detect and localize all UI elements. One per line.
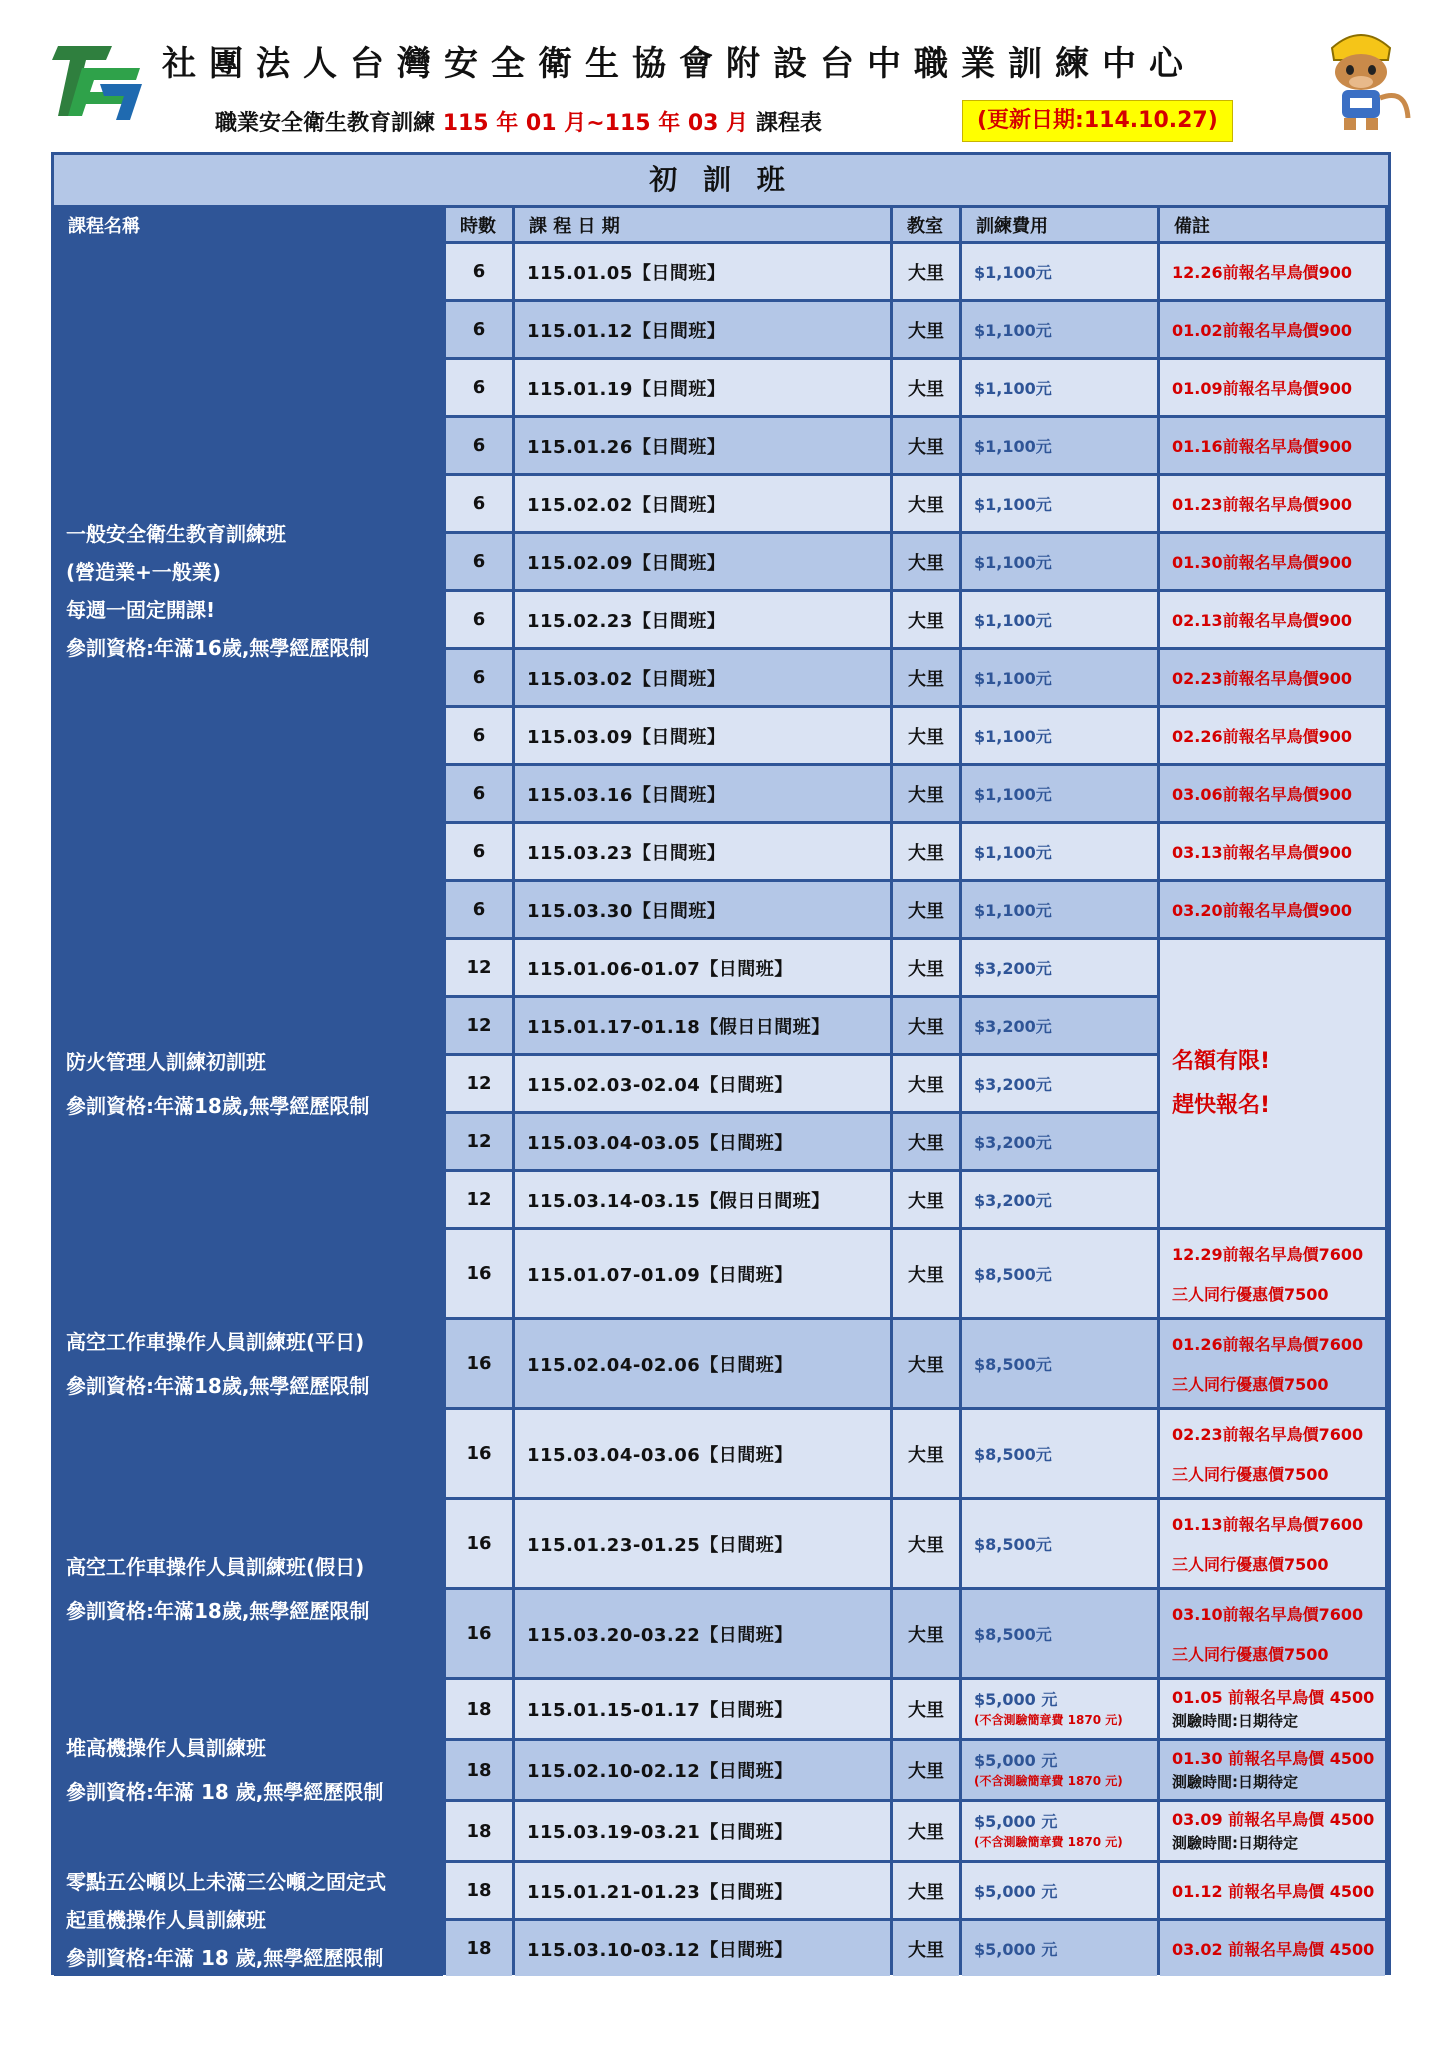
- course-name: [54, 1500, 443, 1677]
- session-room: 大里: [893, 940, 959, 995]
- session-note: 03.20前報名早鳥價900: [1160, 882, 1385, 937]
- course-name: [54, 1863, 443, 1976]
- course-name-line: 高空工作車操作人員訓練班(假日): [66, 1554, 365, 1579]
- session-note-exam-time: 測驗時間:日期待定: [1172, 1773, 1298, 1791]
- session-fee: $1,100元: [962, 650, 1157, 705]
- session-dates: 115.01.26【日間班】: [515, 418, 890, 473]
- session-hours: 18: [446, 1802, 512, 1860]
- session-dates: 115.03.04-03.05【日間班】: [515, 1114, 890, 1169]
- session-room: 大里: [893, 1114, 959, 1169]
- session-note: [1160, 1802, 1385, 1860]
- session-hours: 6: [446, 244, 512, 299]
- session-note: 02.23前報名早鳥價900: [1160, 650, 1385, 705]
- session-room: 大里: [893, 650, 959, 705]
- session-fee: $1,100元: [962, 360, 1157, 415]
- course-name-line: 參訓資格:年滿 18 歲,無學經歷限制: [66, 1780, 384, 1804]
- session-fee: $3,200元: [962, 998, 1157, 1053]
- session-note: [1160, 1500, 1385, 1587]
- session-hours: 6: [446, 534, 512, 589]
- session-note: 02.26前報名早鳥價900: [1160, 708, 1385, 763]
- page-header: [0, 0, 1441, 150]
- session-room: 大里: [893, 1172, 959, 1227]
- session-note: [1160, 1320, 1385, 1407]
- session-hours: 16: [446, 1500, 512, 1587]
- session-note-exam-time: 測驗時間:日期待定: [1172, 1834, 1298, 1852]
- col-dates-header: 課 程 日 期: [515, 208, 890, 241]
- session-hours: 18: [446, 1680, 512, 1738]
- session-fee: $1,100元: [962, 824, 1157, 879]
- session-fee: $5,000 元: [962, 1921, 1157, 1976]
- session-dates: 115.03.20-03.22【日間班】: [515, 1590, 890, 1677]
- col-course-name-header: 課程名稱: [54, 208, 443, 241]
- session-room: 大里: [893, 1802, 959, 1860]
- session-room: 大里: [893, 1921, 959, 1976]
- session-hours: 16: [446, 1410, 512, 1497]
- session-fee-amount: $5,000 元: [974, 1751, 1058, 1770]
- center-logo-icon: [52, 40, 144, 122]
- session-note-merged: [1160, 940, 1385, 1227]
- session-hours: 6: [446, 360, 512, 415]
- session-dates: 115.03.23【日間班】: [515, 824, 890, 879]
- section-title: 初 訓 班: [54, 155, 1388, 205]
- session-dates: 115.03.10-03.12【日間班】: [515, 1921, 890, 1976]
- session-note-early-bird: 01.05 前報名早鳥價 4500: [1172, 1688, 1375, 1707]
- session-dates: 115.01.06-01.07【日間班】: [515, 940, 890, 995]
- session-fee: $3,200元: [962, 1114, 1157, 1169]
- subtitle-program: 職業安全衛生教育訓練: [215, 111, 436, 136]
- session-hours: 6: [446, 302, 512, 357]
- session-room: 大里: [893, 302, 959, 357]
- session-dates: 115.03.14-03.15【假日日間班】: [515, 1172, 890, 1227]
- session-fee: $8,500元: [962, 1230, 1157, 1317]
- session-room: 大里: [893, 1741, 959, 1799]
- session-room: 大里: [893, 1863, 959, 1918]
- session-fee: $3,200元: [962, 940, 1157, 995]
- session-dates: 115.02.04-02.06【日間班】: [515, 1320, 890, 1407]
- session-room: 大里: [893, 418, 959, 473]
- session-dates: 115.01.05【日間班】: [515, 244, 890, 299]
- session-note: [1160, 1590, 1385, 1677]
- session-note: [1160, 1741, 1385, 1799]
- session-room: 大里: [893, 1056, 959, 1111]
- session-fee: $1,100元: [962, 766, 1157, 821]
- session-room: 大里: [893, 1590, 959, 1677]
- course-name-line: 堆高機操作人員訓練班: [66, 1736, 266, 1760]
- session-hours: 12: [446, 1056, 512, 1111]
- session-fee-amount: $5,000 元: [974, 1812, 1058, 1831]
- session-room: 大里: [893, 824, 959, 879]
- course-name-line: 零點五公噸以上未滿三公噸之固定式: [66, 1869, 386, 1894]
- session-hours: 12: [446, 1172, 512, 1227]
- session-fee-amount: $5,000 元: [974, 1690, 1058, 1709]
- session-note-early-bird: 01.30 前報名早鳥價 4500: [1172, 1749, 1375, 1768]
- session-note-line: 02.23前報名早鳥價7600: [1172, 1425, 1364, 1445]
- session-note: 03.06前報名早鳥價900: [1160, 766, 1385, 821]
- session-hours: 6: [446, 824, 512, 879]
- session-fee: [962, 1680, 1157, 1738]
- session-fee-exclusion: (不含測驗簡章費 1870 元): [974, 1713, 1123, 1727]
- session-fee: $1,100元: [962, 302, 1157, 357]
- session-hours: 6: [446, 476, 512, 531]
- session-fee: $8,500元: [962, 1500, 1157, 1587]
- merged-note-line: 趕快報名!: [1172, 1092, 1271, 1118]
- session-dates: 115.02.03-02.04【日間班】: [515, 1056, 890, 1111]
- session-note-line: 01.26前報名早鳥價7600: [1172, 1335, 1364, 1355]
- course-name-line: 參訓資格:年滿18歲,無學經歷限制: [66, 1598, 370, 1623]
- session-fee: $1,100元: [962, 244, 1157, 299]
- session-note: 03.13前報名早鳥價900: [1160, 824, 1385, 879]
- session-dates: 115.03.04-03.06【日間班】: [515, 1410, 890, 1497]
- session-hours: 12: [446, 1114, 512, 1169]
- session-note-line: 12.29前報名早鳥價7600: [1172, 1245, 1364, 1265]
- session-note-line: 01.13前報名早鳥價7600: [1172, 1515, 1364, 1535]
- session-dates: 115.01.23-01.25【日間班】: [515, 1500, 890, 1587]
- session-fee: [962, 1802, 1157, 1860]
- session-hours: 6: [446, 418, 512, 473]
- session-room: 大里: [893, 244, 959, 299]
- course-name: [54, 1680, 443, 1860]
- course-name: [54, 244, 443, 937]
- col-room-header: 教室: [893, 208, 959, 241]
- course-name-line: 防火管理人訓練初訓班: [66, 1049, 266, 1074]
- session-hours: 18: [446, 1741, 512, 1799]
- session-note-line: 03.10前報名早鳥價7600: [1172, 1605, 1364, 1625]
- session-note-line: 三人同行優惠價7500: [1172, 1374, 1329, 1394]
- session-note: 12.26前報名早鳥價900: [1160, 244, 1385, 299]
- course-name-line: 參訓資格:年滿16歲,無學經歷限制: [66, 635, 370, 660]
- course-name-line: (營造業+一般業): [66, 559, 222, 584]
- session-room: 大里: [893, 1680, 959, 1738]
- session-room: 大里: [893, 360, 959, 415]
- session-note: 01.23前報名早鳥價900: [1160, 476, 1385, 531]
- session-room: 大里: [893, 708, 959, 763]
- session-dates: 115.02.02【日間班】: [515, 476, 890, 531]
- session-note: 01.12 前報名早鳥價 4500: [1160, 1863, 1385, 1918]
- session-room: 大里: [893, 1500, 959, 1587]
- course-name-line: 參訓資格:年滿 18 歲,無學經歷限制: [66, 1945, 384, 1970]
- session-dates: 115.02.23【日間班】: [515, 592, 890, 647]
- course-name-line: 參訓資格:年滿18歲,無學經歷限制: [66, 1373, 370, 1398]
- session-dates: 115.01.12【日間班】: [515, 302, 890, 357]
- session-dates: 115.03.19-03.21【日間班】: [515, 1802, 890, 1860]
- session-note: [1160, 1230, 1385, 1317]
- session-room: 大里: [893, 998, 959, 1053]
- session-hours: 16: [446, 1590, 512, 1677]
- session-fee: [962, 1741, 1157, 1799]
- col-notes-header: 備註: [1160, 208, 1385, 241]
- session-note-line: 三人同行優惠價7500: [1172, 1284, 1329, 1304]
- session-room: 大里: [893, 1320, 959, 1407]
- session-room: 大里: [893, 1230, 959, 1317]
- col-fee-header: 訓練費用: [962, 208, 1157, 241]
- session-fee: $5,000 元: [962, 1863, 1157, 1918]
- session-dates: 115.03.30【日間班】: [515, 882, 890, 937]
- session-dates: 115.01.07-01.09【日間班】: [515, 1230, 890, 1317]
- session-note: [1160, 1680, 1385, 1738]
- session-dates: 115.03.09【日間班】: [515, 708, 890, 763]
- session-room: 大里: [893, 1410, 959, 1497]
- session-dates: 115.01.17-01.18【假日日間班】: [515, 998, 890, 1053]
- course-name: [54, 1230, 443, 1497]
- session-hours: 18: [446, 1921, 512, 1976]
- course-name-line: 高空工作車操作人員訓練班(平日): [66, 1329, 365, 1354]
- session-room: 大里: [893, 476, 959, 531]
- session-note: 03.02 前報名早鳥價 4500: [1160, 1921, 1385, 1976]
- session-note: 01.02前報名早鳥價900: [1160, 302, 1385, 357]
- session-note-line: 三人同行優惠價7500: [1172, 1554, 1329, 1574]
- session-dates: 115.01.21-01.23【日間班】: [515, 1863, 890, 1918]
- session-room: 大里: [893, 534, 959, 589]
- course-name-line: 起重機操作人員訓練班: [66, 1907, 266, 1932]
- session-hours: 6: [446, 766, 512, 821]
- session-room: 大里: [893, 592, 959, 647]
- subtitle-suffix: 課程表: [755, 111, 822, 136]
- session-hours: 12: [446, 940, 512, 995]
- session-fee: $3,200元: [962, 1056, 1157, 1111]
- session-hours: 18: [446, 1863, 512, 1918]
- col-hours-header: 時數: [446, 208, 512, 241]
- update-date-badge: (更新日期:114.10.27): [962, 100, 1233, 142]
- session-note: 02.13前報名早鳥價900: [1160, 592, 1385, 647]
- session-dates: 115.02.09【日間班】: [515, 534, 890, 589]
- session-fee-exclusion: (不含測驗簡章費 1870 元): [974, 1835, 1123, 1849]
- session-room: 大里: [893, 766, 959, 821]
- session-note-line: 三人同行優惠價7500: [1172, 1644, 1329, 1664]
- session-dates: 115.03.02【日間班】: [515, 650, 890, 705]
- session-note-exam-time: 測驗時間:日期待定: [1172, 1712, 1298, 1730]
- session-fee: $1,100元: [962, 592, 1157, 647]
- session-fee: $1,100元: [962, 534, 1157, 589]
- subtitle-period: 115 年 01 月~115 年 03 月: [442, 111, 749, 136]
- session-fee: $1,100元: [962, 708, 1157, 763]
- session-dates: 115.02.10-02.12【日間班】: [515, 1741, 890, 1799]
- course-name: [54, 940, 443, 1227]
- session-hours: 6: [446, 650, 512, 705]
- course-name-line: 一般安全衛生教育訓練班: [66, 521, 286, 546]
- session-dates: 115.03.16【日間班】: [515, 766, 890, 821]
- session-fee: $3,200元: [962, 1172, 1157, 1227]
- session-hours: 12: [446, 998, 512, 1053]
- session-fee: $1,100元: [962, 882, 1157, 937]
- session-hours: 16: [446, 1230, 512, 1317]
- session-hours: 16: [446, 1320, 512, 1407]
- session-note-line: 三人同行優惠價7500: [1172, 1464, 1329, 1484]
- session-note: 01.16前報名早鳥價900: [1160, 418, 1385, 473]
- organization-title: 社團法人台灣安全衛生協會附設台中職業訓練中心: [162, 44, 1196, 84]
- merged-note-line: 名額有限!: [1172, 1048, 1271, 1074]
- session-room: 大里: [893, 882, 959, 937]
- session-hours: 6: [446, 708, 512, 763]
- session-fee: $1,100元: [962, 418, 1157, 473]
- course-name-line: 每週一固定開課!: [66, 597, 216, 622]
- session-hours: 6: [446, 592, 512, 647]
- session-fee-exclusion: (不含測驗簡章費 1870 元): [974, 1774, 1123, 1788]
- schedule-subtitle: [215, 106, 822, 137]
- session-note: 01.09前報名早鳥價900: [1160, 360, 1385, 415]
- session-fee: $1,100元: [962, 476, 1157, 531]
- course-name-line: 參訓資格:年滿18歲,無學經歷限制: [66, 1093, 370, 1118]
- mascot-icon: [1310, 28, 1412, 132]
- session-note-early-bird: 03.09 前報名早鳥價 4500: [1172, 1810, 1375, 1829]
- session-fee: $8,500元: [962, 1410, 1157, 1497]
- session-fee: $8,500元: [962, 1590, 1157, 1677]
- session-note: 01.30前報名早鳥價900: [1160, 534, 1385, 589]
- session-dates: 115.01.19【日間班】: [515, 360, 890, 415]
- session-dates: 115.01.15-01.17【日間班】: [515, 1680, 890, 1738]
- session-note: [1160, 1410, 1385, 1497]
- session-hours: 6: [446, 882, 512, 937]
- session-fee: $8,500元: [962, 1320, 1157, 1407]
